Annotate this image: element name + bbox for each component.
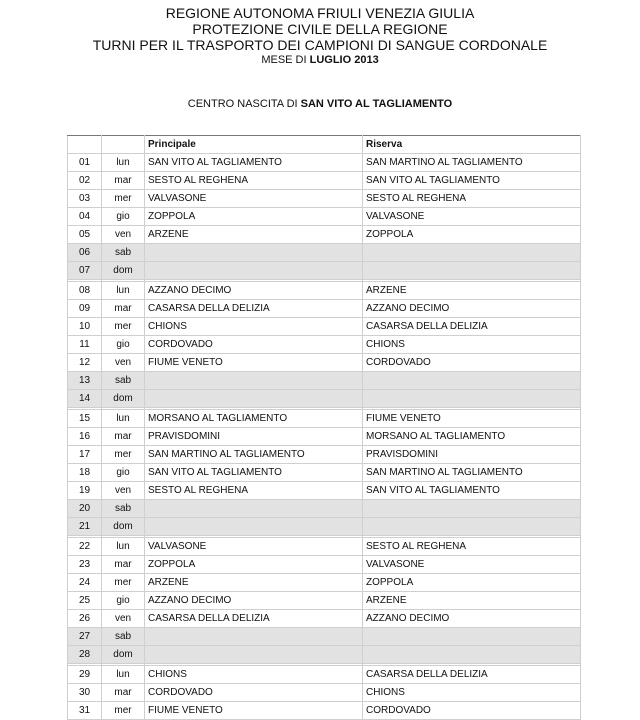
table-row — [68, 646, 581, 664]
principale-cell: PRAVISDOMINI — [145, 428, 363, 446]
table-row — [68, 372, 581, 390]
day-cell: 30 — [68, 684, 102, 702]
day-cell: 23 — [68, 556, 102, 574]
riserva-cell: CASARSA DELLA DELIZIA — [363, 666, 581, 684]
day-cell: 04 — [68, 208, 102, 226]
col-header-riserva: Riserva — [363, 136, 581, 154]
principale-cell: CASARSA DELLA DELIZIA — [145, 610, 363, 628]
weekday-cell: mer — [102, 574, 145, 592]
day-cell: 15 — [68, 410, 102, 428]
day-cell: 31 — [68, 702, 102, 720]
principale-cell — [145, 262, 363, 280]
weekday-cell: gio — [102, 464, 145, 482]
weekday-cell: sab — [102, 628, 145, 646]
table-row — [68, 226, 581, 244]
weekday-cell: ven — [102, 482, 145, 500]
table-row — [68, 446, 581, 464]
table-row — [68, 282, 581, 300]
principale-cell: FIUME VENETO — [145, 702, 363, 720]
day-cell: 07 — [68, 262, 102, 280]
principale-cell: AZZANO DECIMO — [145, 282, 363, 300]
weekday-cell: sab — [102, 500, 145, 518]
principale-cell — [145, 518, 363, 536]
day-cell: 22 — [68, 538, 102, 556]
riserva-cell: CHIONS — [363, 684, 581, 702]
day-cell: 19 — [68, 482, 102, 500]
day-cell: 06 — [68, 244, 102, 262]
riserva-cell — [363, 500, 581, 518]
principale-cell: SESTO AL REGHENA — [145, 482, 363, 500]
weekday-cell: mar — [102, 684, 145, 702]
table-row — [68, 390, 581, 408]
riserva-cell: VALVASONE — [363, 556, 581, 574]
table-row — [68, 666, 581, 684]
table-row — [68, 190, 581, 208]
day-cell: 05 — [68, 226, 102, 244]
shift-table — [67, 135, 581, 720]
weekday-cell: mer — [102, 446, 145, 464]
principale-cell: ZOPPOLA — [145, 556, 363, 574]
weekday-cell: mar — [102, 300, 145, 318]
day-cell: 02 — [68, 172, 102, 190]
principale-cell: CORDOVADO — [145, 336, 363, 354]
riserva-cell: MORSANO AL TAGLIAMENTO — [363, 428, 581, 446]
centre-name: SAN VITO AL TAGLIAMENTO — [300, 98, 453, 110]
col-header-principale: Principale — [145, 136, 363, 154]
weekday-cell: ven — [102, 610, 145, 628]
principale-cell — [145, 628, 363, 646]
table-row — [68, 410, 581, 428]
principale-cell — [145, 244, 363, 262]
weekday-cell: gio — [102, 592, 145, 610]
table-row — [68, 154, 581, 172]
riserva-cell: ARZENE — [363, 592, 581, 610]
weekday-cell: ven — [102, 354, 145, 372]
weekday-cell: gio — [102, 208, 145, 226]
weekday-cell: lun — [102, 538, 145, 556]
principale-cell: CHIONS — [145, 666, 363, 684]
col-header-day — [68, 136, 102, 154]
table-row — [68, 318, 581, 336]
centre-prefix: CENTRO NASCITA DI — [187, 98, 298, 110]
table-row — [68, 354, 581, 372]
table-row — [68, 172, 581, 190]
table-header-row — [68, 136, 581, 154]
riserva-cell — [363, 262, 581, 280]
riserva-cell — [363, 390, 581, 408]
table-row — [68, 428, 581, 446]
weekday-cell: gio — [102, 336, 145, 354]
month-prefix: MESE DI — [261, 54, 307, 66]
table-row — [68, 300, 581, 318]
riserva-cell: SAN VITO AL TAGLIAMENTO — [363, 172, 581, 190]
table-row — [68, 684, 581, 702]
riserva-cell — [363, 628, 581, 646]
riserva-cell — [363, 244, 581, 262]
day-cell: 20 — [68, 500, 102, 518]
weekday-cell: mer — [102, 318, 145, 336]
riserva-cell — [363, 372, 581, 390]
document-title: TURNI PER IL TRASPORTO DEI CAMPIONI DI SANGUE CORDONALE — [92, 37, 548, 53]
principale-cell: SESTO AL REGHENA — [145, 172, 363, 190]
weekday-cell: lun — [102, 666, 145, 684]
month-value: LUGLIO 2013 — [309, 54, 379, 66]
day-cell: 25 — [68, 592, 102, 610]
principale-cell: FIUME VENETO — [145, 354, 363, 372]
weekday-cell: dom — [102, 262, 145, 280]
day-cell: 11 — [68, 336, 102, 354]
principale-cell — [145, 372, 363, 390]
weekday-cell: mer — [102, 702, 145, 720]
riserva-cell — [363, 646, 581, 664]
riserva-cell: SAN MARTINO AL TAGLIAMENTO — [363, 464, 581, 482]
riserva-cell: FIUME VENETO — [363, 410, 581, 428]
riserva-cell: ZOPPOLA — [363, 226, 581, 244]
table-row — [68, 628, 581, 646]
riserva-cell: SAN MARTINO AL TAGLIAMENTO — [363, 154, 581, 172]
table-row — [68, 262, 581, 280]
table-body — [68, 154, 581, 720]
day-cell: 08 — [68, 282, 102, 300]
principale-cell: CHIONS — [145, 318, 363, 336]
col-header-weekday — [102, 136, 145, 154]
day-cell: 28 — [68, 646, 102, 664]
table-row — [68, 592, 581, 610]
principale-cell: ARZENE — [145, 226, 363, 244]
table-row — [68, 610, 581, 628]
riserva-cell: CASARSA DELLA DELIZIA — [363, 318, 581, 336]
riserva-cell — [363, 518, 581, 536]
day-cell: 12 — [68, 354, 102, 372]
day-cell: 21 — [68, 518, 102, 536]
department-title: PROTEZIONE CIVILE DELLA REGIONE — [192, 21, 448, 37]
weekday-cell: sab — [102, 244, 145, 262]
riserva-cell: ARZENE — [363, 282, 581, 300]
weekday-cell: mer — [102, 190, 145, 208]
principale-cell: VALVASONE — [145, 538, 363, 556]
weekday-cell: mar — [102, 428, 145, 446]
day-cell: 17 — [68, 446, 102, 464]
principale-cell: CORDOVADO — [145, 684, 363, 702]
table-row — [68, 556, 581, 574]
riserva-cell: ZOPPOLA — [363, 574, 581, 592]
principale-cell: CASARSA DELLA DELIZIA — [145, 300, 363, 318]
riserva-cell: CORDOVADO — [363, 702, 581, 720]
day-cell: 03 — [68, 190, 102, 208]
weekday-cell: dom — [102, 646, 145, 664]
principale-cell: SAN VITO AL TAGLIAMENTO — [145, 464, 363, 482]
birth-centre-heading — [0, 96, 640, 112]
table-row — [68, 538, 581, 556]
weekday-cell: lun — [102, 410, 145, 428]
month-heading — [0, 52, 640, 68]
principale-cell: SAN MARTINO AL TAGLIAMENTO — [145, 446, 363, 464]
day-cell: 26 — [68, 610, 102, 628]
day-cell: 13 — [68, 372, 102, 390]
day-cell: 29 — [68, 666, 102, 684]
weekday-cell: dom — [102, 518, 145, 536]
principale-cell — [145, 500, 363, 518]
principale-cell: VALVASONE — [145, 190, 363, 208]
day-cell: 01 — [68, 154, 102, 172]
riserva-cell: AZZANO DECIMO — [363, 300, 581, 318]
day-cell: 27 — [68, 628, 102, 646]
day-cell: 09 — [68, 300, 102, 318]
weekday-cell: mar — [102, 556, 145, 574]
table-row — [68, 518, 581, 536]
principale-cell: SAN VITO AL TAGLIAMENTO — [145, 154, 363, 172]
table-row — [68, 208, 581, 226]
table-row — [68, 464, 581, 482]
riserva-cell: PRAVISDOMINI — [363, 446, 581, 464]
table-row — [68, 574, 581, 592]
day-cell: 14 — [68, 390, 102, 408]
day-cell: 24 — [68, 574, 102, 592]
day-cell: 16 — [68, 428, 102, 446]
table-row — [68, 500, 581, 518]
day-cell: 10 — [68, 318, 102, 336]
principale-cell — [145, 646, 363, 664]
weekday-cell: lun — [102, 282, 145, 300]
riserva-cell: CHIONS — [363, 336, 581, 354]
riserva-cell: SESTO AL REGHENA — [363, 190, 581, 208]
riserva-cell: SAN VITO AL TAGLIAMENTO — [363, 482, 581, 500]
table-row — [68, 702, 581, 720]
riserva-cell: AZZANO DECIMO — [363, 610, 581, 628]
region-title: REGIONE AUTONOMA FRIULI VENEZIA GIULIA — [165, 5, 475, 21]
principale-cell: MORSANO AL TAGLIAMENTO — [145, 410, 363, 428]
weekday-cell: lun — [102, 154, 145, 172]
day-cell: 18 — [68, 464, 102, 482]
principale-cell: ARZENE — [145, 574, 363, 592]
table-row — [68, 336, 581, 354]
weekday-cell: sab — [102, 372, 145, 390]
principale-cell: AZZANO DECIMO — [145, 592, 363, 610]
weekday-cell: mar — [102, 172, 145, 190]
riserva-cell: CORDOVADO — [363, 354, 581, 372]
weekday-cell: ven — [102, 226, 145, 244]
table-row — [68, 244, 581, 262]
principale-cell — [145, 390, 363, 408]
principale-cell: ZOPPOLA — [145, 208, 363, 226]
weekday-cell: dom — [102, 390, 145, 408]
table-row — [68, 482, 581, 500]
riserva-cell: SESTO AL REGHENA — [363, 538, 581, 556]
riserva-cell: VALVASONE — [363, 208, 581, 226]
